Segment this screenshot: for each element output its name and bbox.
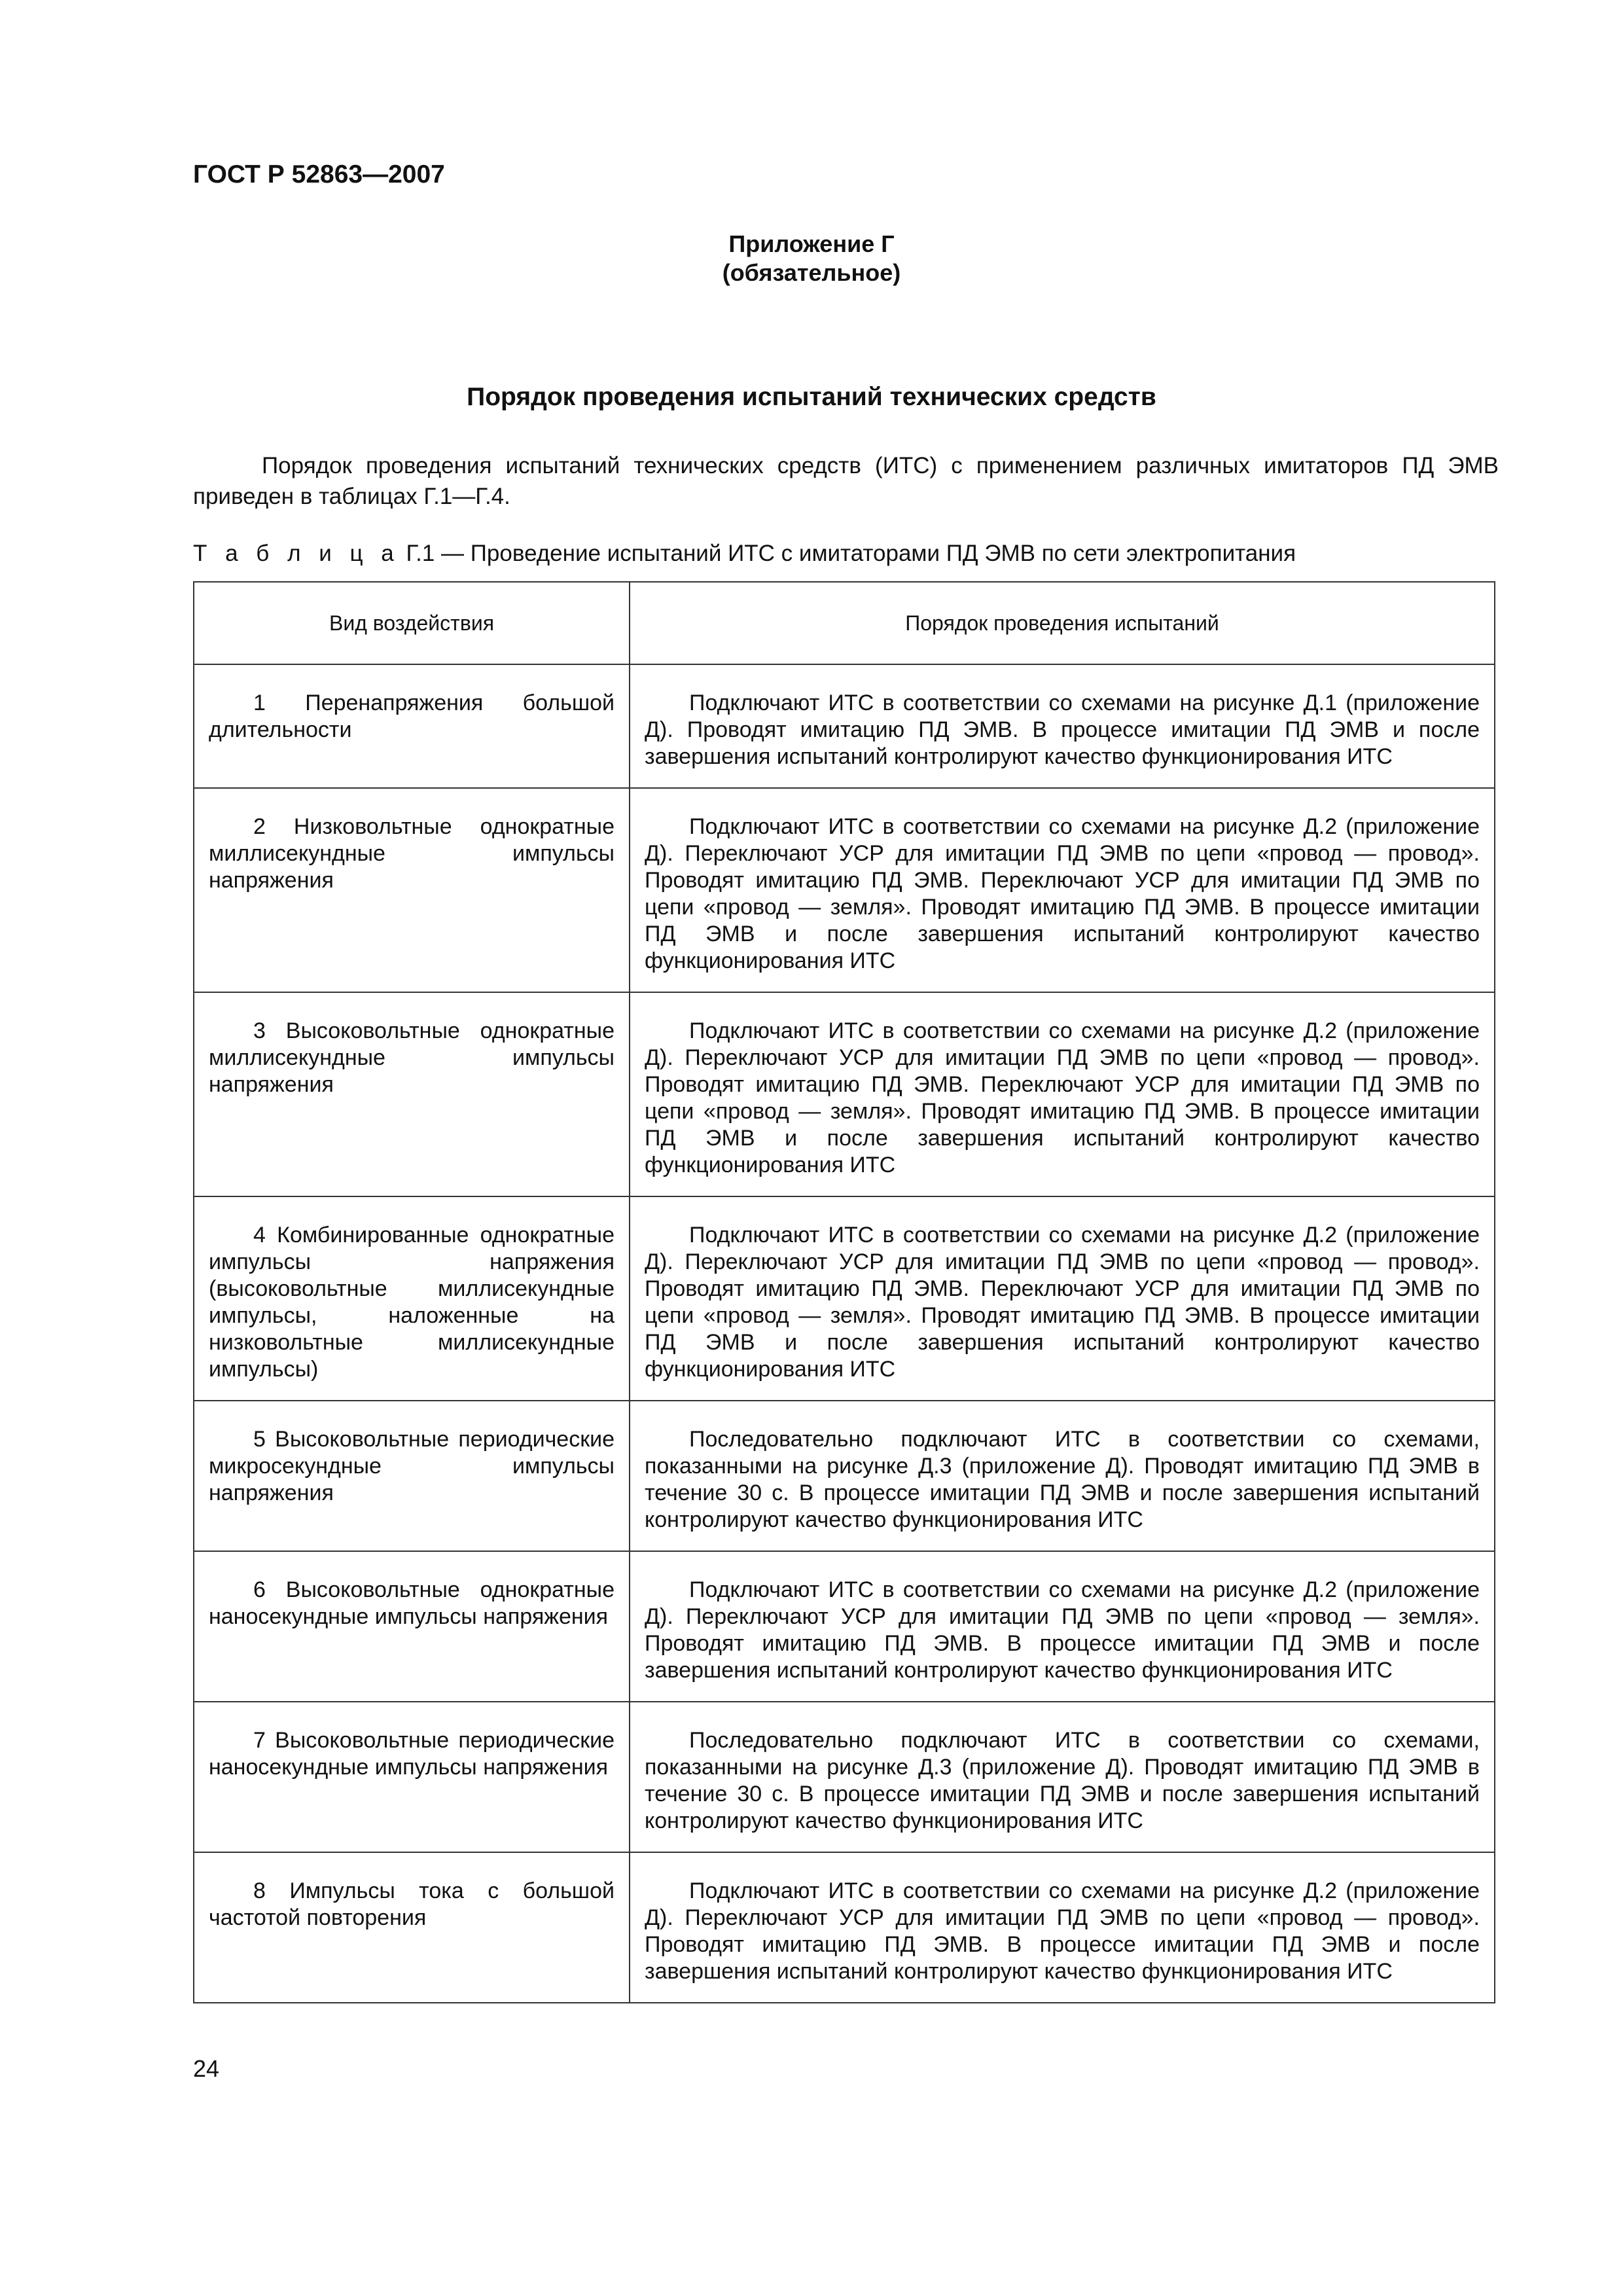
impact-cell <box>194 1702 630 1852</box>
procedure-text: Последовательно подключают ИТС в соответствии со схемами, показанными на рисунке Д.3 (приложение Д). Проводят имитацию ПД ЭМВ в течение 30 с. В процессе имитации ПД ЭМВ и после завершения испытаний контролируют качество функционирования ИТС <box>645 1728 1480 1833</box>
procedure-text: Подключают ИТС в соответствии со схемами на рисунке Д.2 (приложение Д). Переключают УСР для имитации ПД ЭМВ по цепи «провод — провод». Проводят имитацию ПД ЭМВ. В процессе имитации ПД ЭМВ и после завершения испытаний контролируют качество функционирования ИТС <box>645 1878 1480 1984</box>
procedure-cell <box>630 788 1495 992</box>
impact-cell <box>194 664 630 788</box>
impact-text: 6 Высоковольтные однократные наносекундные импульсы напряжения <box>209 1577 615 1629</box>
table-row <box>194 1852 1495 2003</box>
procedure-text: Подключают ИТС в соответствии со схемами на рисунке Д.2 (приложение Д). Переключают УСР для имитации ПД ЭМВ по цепи «провод — провод». Проводят имитацию ПД ЭМВ. Переключают УСР для имитации ПД ЭМВ по цепи «провод — земля». Проводят имитацию ПД ЭМВ. В процессе имитации ПД ЭМВ и после завершения испытаний контролируют качество функционирования ИТС <box>645 1018 1480 1177</box>
header-impact: Вид воздействия <box>194 582 630 664</box>
procedure-cell <box>630 1551 1495 1702</box>
header-procedure: Порядок проведения испытаний <box>630 582 1495 664</box>
procedure-cell <box>630 992 1495 1196</box>
procedure-cell <box>630 1196 1495 1401</box>
intro-paragraph <box>193 450 1499 512</box>
section-title: Порядок проведения испытаний технических средств <box>467 383 1156 411</box>
impact-text: 7 Высоковольтные периодические наносекундные импульсы напряжения <box>209 1728 615 1780</box>
table-caption-text: Г.1 — Проведение испытаний ИТС с имитаторами ПД ЭМВ по сети электропитания <box>399 541 1296 566</box>
table-caption <box>193 541 1296 567</box>
impact-text: 3 Высоковольтные однократные миллисекундные импульсы напряжения <box>209 1018 615 1097</box>
impact-text: 1 Перенапряжения большой длительности <box>209 691 615 742</box>
impact-cell <box>194 992 630 1196</box>
table-caption-prefix: Т а б л и ц а <box>193 541 400 566</box>
procedure-cell <box>630 1401 1495 1551</box>
table-row <box>194 788 1495 992</box>
procedure-text: Последовательно подключают ИТС в соответствии со схемами, показанными на рисунке Д.3 (приложение Д). Проводят имитацию ПД ЭМВ в течение 30 с. В процессе имитации ПД ЭМВ и после завершения испытаний контролируют качество функционирования ИТС <box>645 1427 1480 1532</box>
procedures-table <box>193 581 1495 2003</box>
procedure-text: Подключают ИТС в соответствии со схемами на рисунке Д.2 (приложение Д). Переключают УСР для имитации ПД ЭМВ по цепи «провод — земля». Проводят имитацию ПД ЭМВ. В процессе имитации ПД ЭМВ и после завершения испытаний контролируют качество функционирования ИТС <box>645 1577 1480 1683</box>
table-row <box>194 1551 1495 1702</box>
impact-text: 8 Импульсы тока с большой частотой повторения <box>209 1878 615 1930</box>
table-row <box>194 992 1495 1196</box>
table-row <box>194 1702 1495 1852</box>
page-number: 24 <box>193 2055 220 2082</box>
impact-text: 5 Высоковольтные периодические микросекундные импульсы напряжения <box>209 1427 615 1505</box>
impact-cell <box>194 1852 630 2003</box>
impact-text: 4 Комбинированные однократные импульсы напряжения (высоковольтные миллисекундные импульсы, наложенные на низковольтные миллисекундные импульсы) <box>209 1223 615 1382</box>
table-header-row <box>194 582 1495 664</box>
procedure-cell <box>630 1702 1495 1852</box>
standard-header: ГОСТ Р 52863—2007 <box>193 160 445 188</box>
appendix-status: (обязательное) <box>722 259 901 286</box>
impact-cell <box>194 1196 630 1401</box>
table-row <box>194 664 1495 788</box>
impact-text: 2 Низковольтные однократные миллисекундные импульсы напряжения <box>209 814 615 893</box>
impact-cell <box>194 1401 630 1551</box>
table-row <box>194 1196 1495 1401</box>
intro-text: Порядок проведения испытаний технических средств (ИТС) с применением различных имитаторов ПД ЭМВ приведен в таблицах Г.1—Г.4. <box>193 453 1499 509</box>
procedure-cell <box>630 1852 1495 2003</box>
procedure-text: Подключают ИТС в соответствии со схемами на рисунке Д.2 (приложение Д). Переключают УСР для имитации ПД ЭМВ по цепи «провод — провод». Проводят имитацию ПД ЭМВ. Переключают УСР для имитации ПД ЭМВ по цепи «провод — земля». Проводят имитацию ПД ЭМВ. В процессе имитации ПД ЭМВ и после завершения испытаний контролируют качество функционирования ИТС <box>645 1223 1480 1382</box>
table-row <box>194 1401 1495 1551</box>
impact-cell <box>194 1551 630 1702</box>
impact-cell <box>194 788 630 992</box>
appendix-title: Приложение Г <box>728 230 895 257</box>
procedure-text: Подключают ИТС в соответствии со схемами на рисунке Д.1 (приложение Д). Проводят имитацию ПД ЭМВ. В процессе имитации ПД ЭМВ и после завершения испытаний контролируют качество функционирования ИТС <box>645 691 1480 769</box>
procedure-text: Подключают ИТС в соответствии со схемами на рисунке Д.2 (приложение Д). Переключают УСР для имитации ПД ЭМВ по цепи «провод — провод». Проводят имитацию ПД ЭМВ. Переключают УСР для имитации ПД ЭМВ по цепи «провод — земля». Проводят имитацию ПД ЭМВ. В процессе имитации ПД ЭМВ и после завершения испытаний контролируют качество функционирования ИТС <box>645 814 1480 973</box>
procedure-cell <box>630 664 1495 788</box>
